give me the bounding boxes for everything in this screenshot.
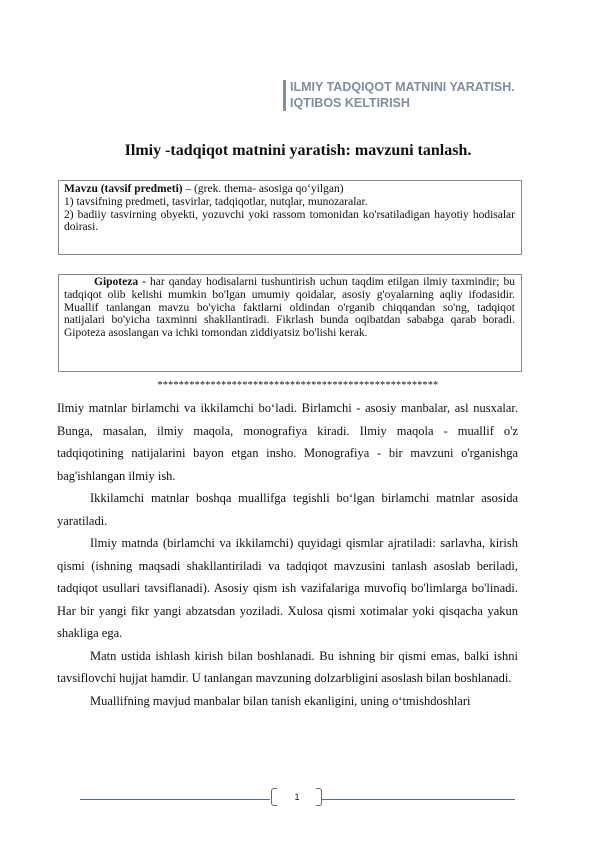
- running-header: [283, 80, 580, 111]
- term-mavzu: Mavzu (tavsif predmeti): [64, 183, 183, 195]
- paragraph: Ilmiy matnda (birlamchi va ikkilamchi) quyidagi qismlar ajratiladi: sarlavha, kirish qismi (ishning maqsadi shakllantiriladi va tadqiqot mavzusini tanlash asoslab beriladi, tadqiqot usullari tavsiflanadi). Asosiy qism ish vazifalariga muvofiq bo'limlarga bo'linadi. Har bir yangi fikr yangi abzatsdan yoziladi. Xulosa qismi xotimalar yoki qisqacha yakun shakliga ega.: [57, 536, 518, 640]
- page-title: Ilmiy -tadqiqot matnini yaratish: mavzuni tanlash.: [124, 142, 472, 159]
- footer-bracket-left: [271, 788, 277, 806]
- definition-mavzu-item-2: 2) badiiy tasvirning obyekti, yozuvchi yoki rassom tomonidan ko'rsatiladigan hayotiy hodisalar doirasi.: [64, 208, 515, 234]
- paragraph: Muallifning mavjud manbalar bilan tanish ekanligini, uning o‘tmishdoshlari: [90, 693, 471, 708]
- footer-bracket-right: [316, 788, 322, 806]
- footer-rule-left: [80, 799, 270, 800]
- gipoteza-text: har qanday hodisalarni tushuntirish uchun taqdim etilgan ilmiy taxmindir; bu tadqiqot olib kelishi mumkin bo'lgan umumiy qoidalar, asosiy g'oyalarning aqliy ifodasidir. Muallif tanlangan mavzu bo'yicha faktlarni oldindan o'rganib chiqqandan so'ng, tadqiqot natijalari bo'yicha taxminni shakllantiradi. Fikrlash bunda oqibatdan sababga qarab boradi. Gipoteza asoslangan va ichki tomondan ziddiyatsiz bo'lishi kerak.: [64, 276, 515, 340]
- page-number: 1: [294, 792, 300, 802]
- paragraph: Ikkilamchi matnlar boshqa muallifga tegishli bo‘lgan birlamchi matnlar asosida yaratiladi.: [57, 491, 518, 528]
- definition-box-mavzu: [58, 180, 522, 255]
- term-gipoteza: Gipoteza -: [94, 276, 146, 288]
- definition-mavzu-item-1: 1) tavsifning predmeti, tasvirlar, tadqiqotlar, nutqlar, munozaralar.: [64, 195, 368, 208]
- definition-gipoteza: [64, 276, 515, 340]
- footer-rule-right: [322, 799, 515, 800]
- paragraph: Ilmiy matnlar birlamchi va ikkilamchi bo‘ladi. Birlamchi - asosiy manbalar, asl nusxalar. Bunga, masalan, ilmiy maqola, monografiya kiradi. Ilmiy maqola - muallif o'z tadqiqotining natijalarini bayon etgan insho. Monografiya - bir mavzuni o'rganishga bag'ishlangan ilmiy ish.: [57, 401, 518, 483]
- paragraph: Matn ustida ishlash kirish bilan boshlanadi. Bu ishning bir qismi emas, balki ishni tavsiflovchi hujjat hamdir. U tanlangan mavzuning dolzarbligini asoslash bilan boshlanadi.: [57, 648, 518, 685]
- section-separator: *****************************************************: [157, 380, 439, 391]
- definition-mavzu-intro: [64, 183, 515, 196]
- definition-box-gipoteza: [58, 274, 522, 372]
- header-line-1: ILMIY TADQIQOT MATNINI YARATISH.: [290, 80, 515, 94]
- body-text: [57, 397, 518, 712]
- mavzu-etymology: – (grek. thema- asosiga qo‘yilgan): [182, 183, 344, 195]
- header-line-2: IQTIBOS KELTIRISH: [290, 95, 410, 110]
